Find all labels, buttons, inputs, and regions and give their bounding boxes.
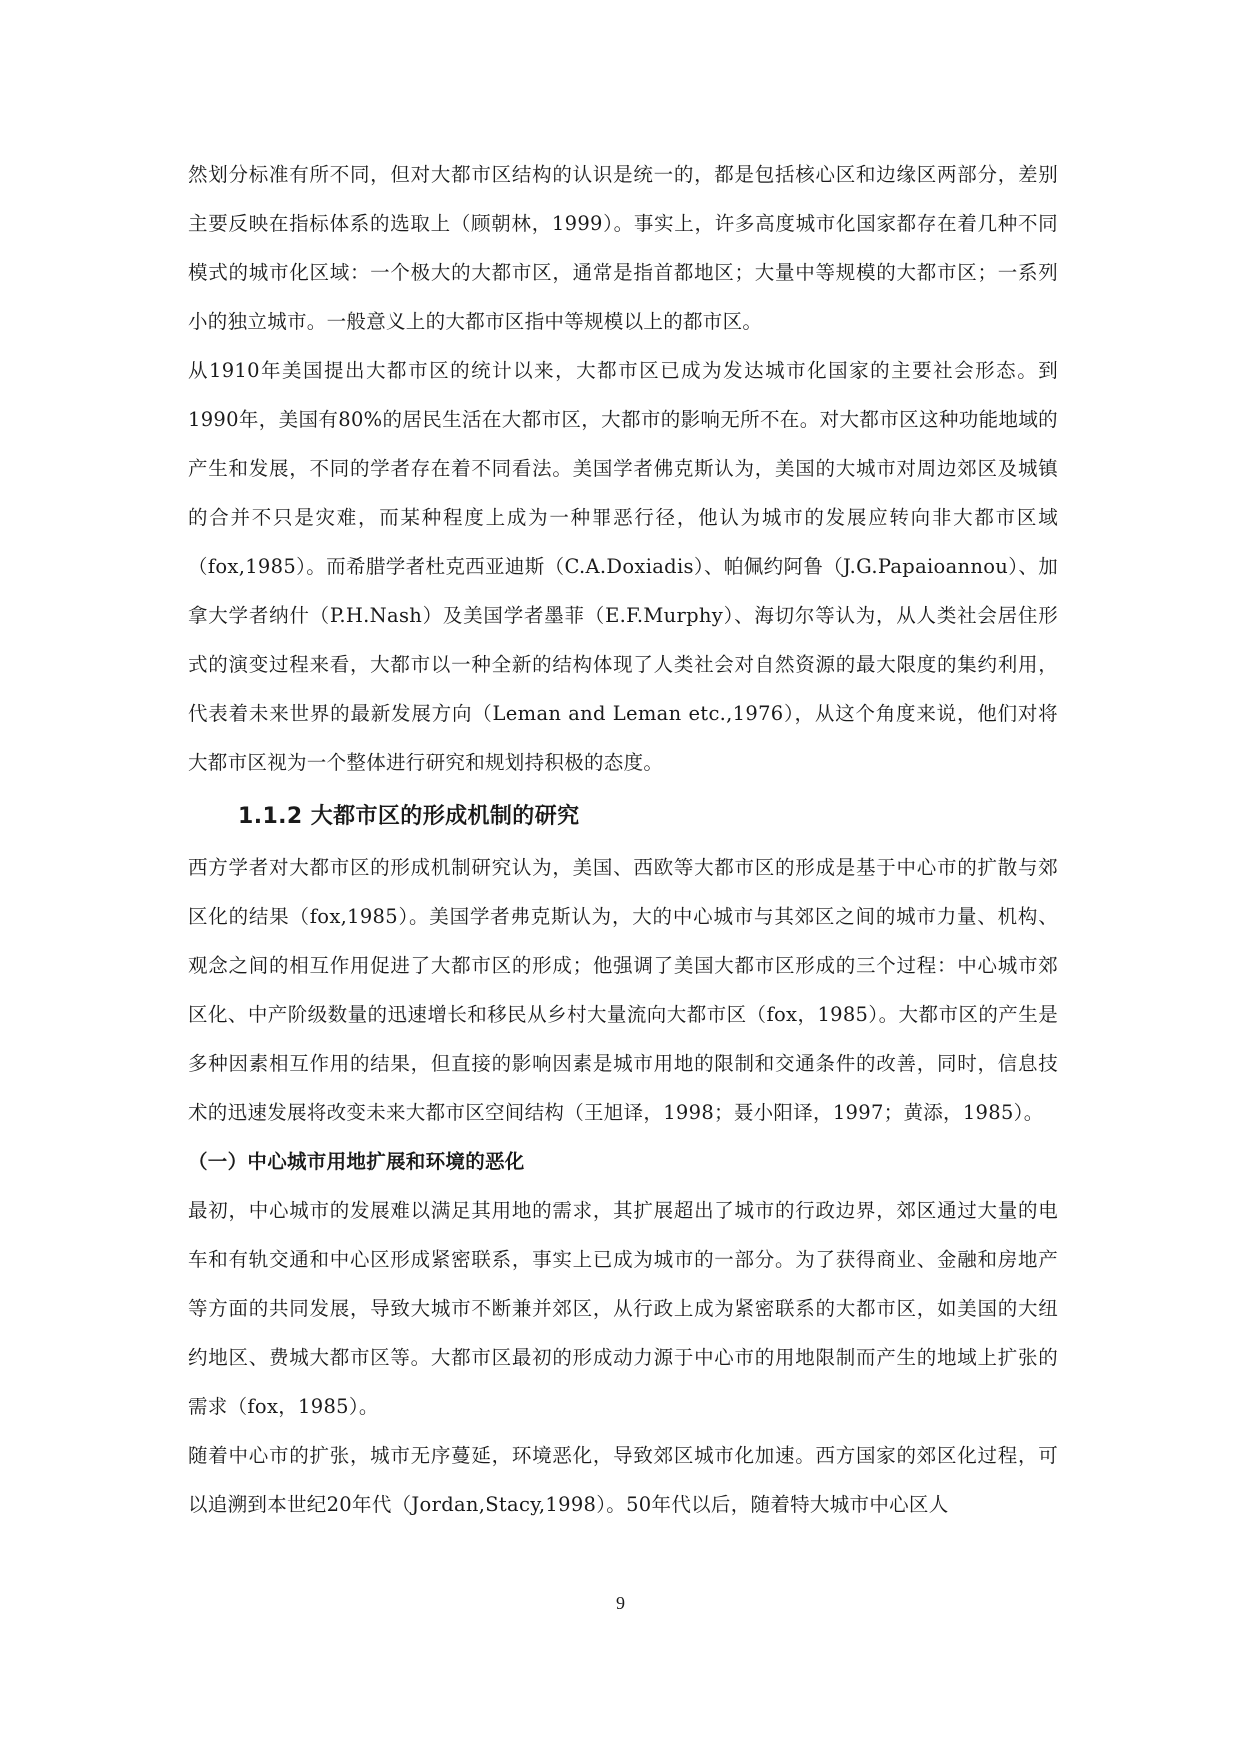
- section-heading: 1.1.2 大都市区的形成机制的研究: [238, 804, 580, 829]
- page-number: 9: [616, 1593, 625, 1613]
- paragraph-metropolitan-history: 从1910年美国提出大都市区的统计以来，大都市区已成为发达城市化国家的主要社会形态。到1990年，美国有80%的居民生活在大都市区，大都市的影响无所不在。对大都市区这种功能地域的产生和发展，不同的学者存在着不同看法。美国学者佛克斯认为，美国的大城市对周边郊区及城镇的合并不只是灾难，而某种程度上成为一种罪恶行径，他认为城市的发展应转向非大都市区域（fox,1985）。而希腊学者杜克西亚迪斯（C.A.Doxiadis）、帕佩约阿鲁（J.G.Papaioannou）、加拿大学者纳什（P.H.Nash）及美国学者墨菲（E.F.Murphy）、海切尔等认为，从人类社会居住形式的演变过程来看，大都市以一种全新的结构体现了人类社会对自然资源的最大限度的集约利用，代表着未来世界的最新发展方向（Leman and Leman etc.,1976），从这个角度来说，他们对将大都市区视为一个整体进行研究和规划持积极的态度。: [188, 359, 1058, 774]
- sub-heading: （一）中心城市用地扩展和环境的恶化: [188, 1150, 525, 1173]
- paragraph-land-expansion: 最初，中心城市的发展难以满足其用地的需求，其扩展超出了城市的行政边界，郊区通过大量的电车和有轨交通和中心区形成紧密联系，事实上已成为城市的一部分。为了获得商业、金融和房地产等方面的共同发展，导致大城市不断兼并郊区，从行政上成为紧密联系的大都市区，如美国的大纽约地区、费城大都市区等。大都市区最初的形成动力源于中心市的用地限制而产生的地域上扩张的需求（fox，1985）。: [188, 1199, 1058, 1418]
- paragraph-formation-mechanism: 西方学者对大都市区的形成机制研究认为，美国、西欧等大都市区的形成是基于中心市的扩散与郊区化的结果（fox,1985）。美国学者弗克斯认为，大的中心城市与其郊区之间的城市力量、机构、观念之间的相互作用促进了大都市区的形成；他强调了美国大都市区形成的三个过程：中心城市郊区化、中产阶级数量的迅速增长和移民从乡村大量流向大都市区（fox，1985）。大都市区的产生是多种因素相互作用的结果，但直接的影响因素是城市用地的限制和交通条件的改善，同时，信息技术的迅速发展将改变未来大都市区空间结构（王旭译，1998；聂小阳译，1997；黄添，1985）。: [188, 856, 1058, 1124]
- page-body: [188, 150, 1058, 1529]
- paragraph-suburbanization: 随着中心市的扩张，城市无序蔓延，环境恶化，导致郊区城市化加速。西方国家的郊区化过程，可以追溯到本世纪20年代（Jordan,Stacy,1998）。50年代以后，随着特大城市中心区人: [188, 1444, 1058, 1516]
- paragraph-continuation: 然划分标准有所不同，但对大都市区结构的认识是统一的，都是包括核心区和边缘区两部分，差别主要反映在指标体系的选取上（顾朝林，1999）。事实上，许多高度城市化国家都存在着几种不同模式的城市化区域：一个极大的大都市区，通常是指首都地区；大量中等规模的大都市区；一系列小的独立城市。一般意义上的大都市区指中等规模以上的都市区。: [188, 163, 1058, 333]
